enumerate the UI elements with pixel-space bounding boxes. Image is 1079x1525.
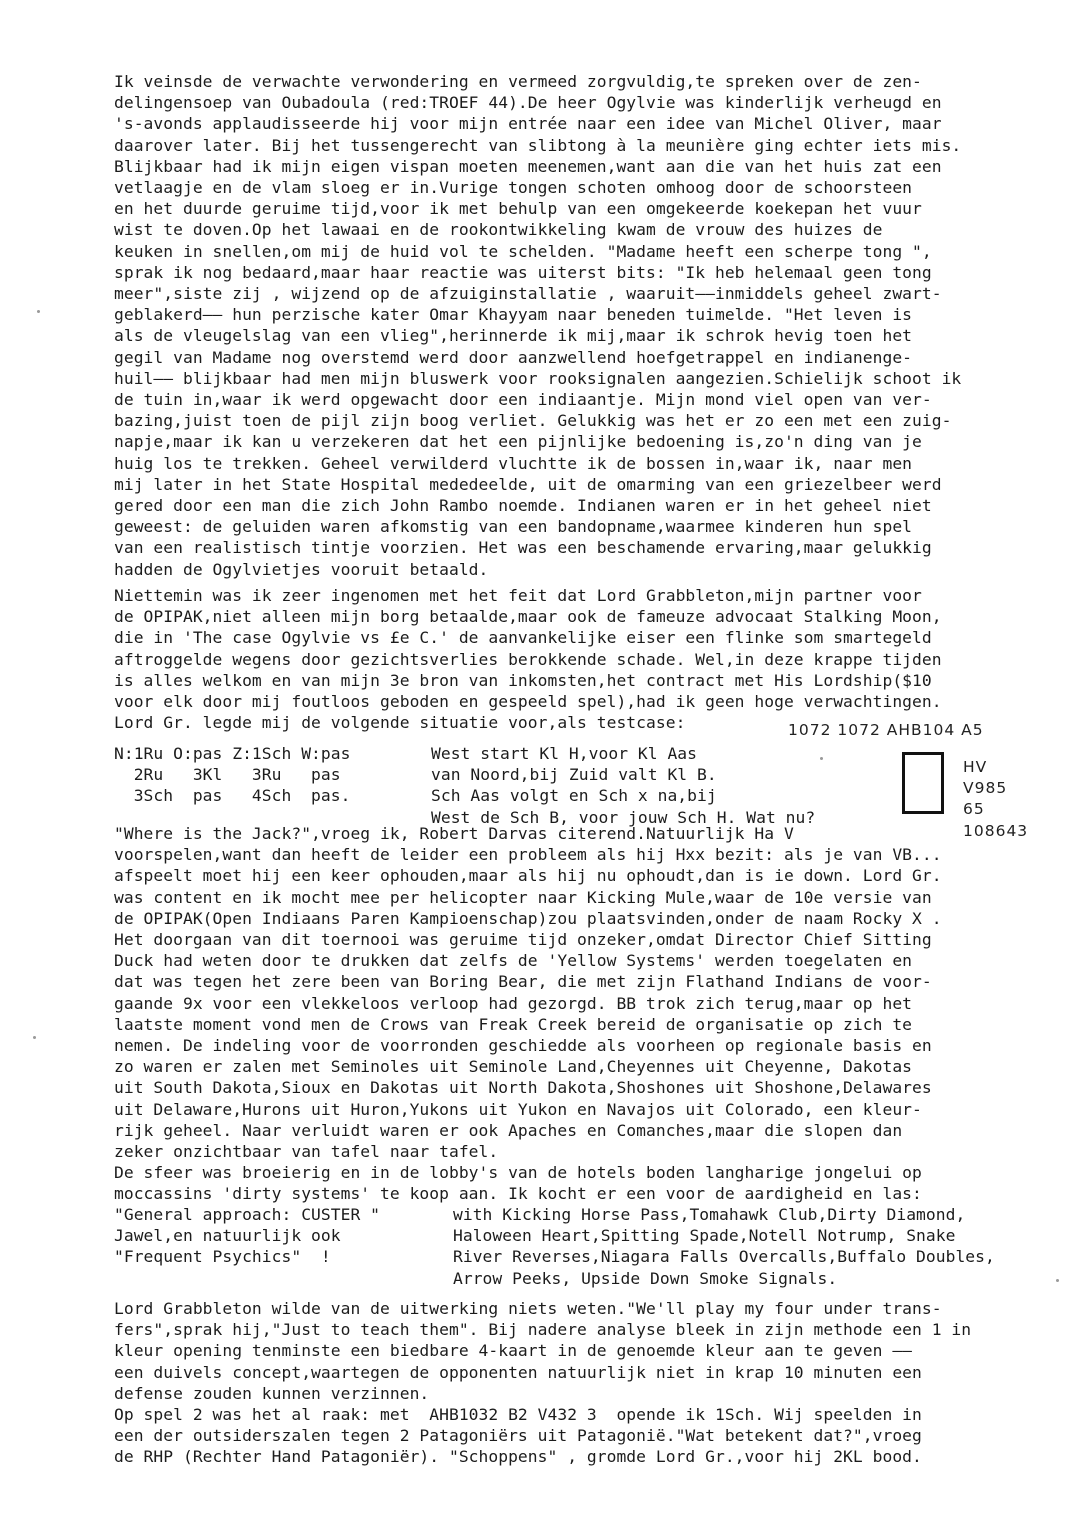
dirty-systems-list bbox=[453, 1204, 995, 1289]
bidding-line: 2Ru 3Kl 3Ru pas bbox=[114, 765, 341, 785]
card-diagram-box bbox=[902, 752, 944, 814]
text-line: Duck had weten door te drukken dat zelfs de 'Yellow Systems' werden toegelaten en bbox=[114, 951, 913, 971]
text-line: een duivels concept,waartegen de opponenten natuurlijk niet in krap 10 minuten een bbox=[114, 1362, 922, 1382]
text-line: huil—— blijkbaar had men mijn bluswerk voor rooksignalen aangezien.Schielijk schoot ik bbox=[114, 368, 962, 388]
bidding-line: N:1Ru O:pas Z:1Sch W:pas bbox=[114, 744, 351, 763]
text-line: als de vleugelslag van een vlieg",herinnerde ik mij,maar ik schrok hevig toen het bbox=[114, 326, 913, 346]
text-line: nemen. De indeling voor de voorronden geschiedde als voorheen op regionale basis en bbox=[114, 1036, 932, 1056]
bidding-sequence bbox=[114, 743, 350, 807]
text-line: afspeelt moet hij een keer ophouden,maar als hij nu ophoudt,dan is ie down. Lord Gr. bbox=[114, 866, 942, 886]
text-line: River Reverses,Niagara Falls Overcalls,Buffalo Doubles, bbox=[453, 1247, 995, 1267]
text-line: uit South Dakota,Sioux en Dakotas uit North Dakota,Shoshones uit Shoshone,Delawares bbox=[114, 1078, 932, 1098]
paragraph-opipak bbox=[114, 823, 1064, 1205]
text-line: gered door een man die zich John Rambo noemde. Indianen waren er in het geheel niet bbox=[114, 496, 932, 516]
text-line: rijk geheel. Naar verluidt waren er ook Apaches en Comanches,maar die slopen dan bbox=[114, 1120, 903, 1140]
text-line: defense zouden kunnen verzinnen. bbox=[114, 1383, 430, 1403]
text-line: de OPIPAK(Open Indiaans Paren Kampioenschap)zou plaatsvinden,onder de naam Rocky X . bbox=[114, 908, 942, 928]
hand-line: 108643 bbox=[963, 821, 1029, 840]
hand-line: HV bbox=[963, 758, 988, 776]
text-line: Niettemin was ik zeer ingenomen met het feit dat Lord Grabbleton,mijn partner voor bbox=[114, 586, 922, 605]
paragraph-story-opening bbox=[114, 71, 1064, 580]
text-line: Jawel,en natuurlijk ook bbox=[114, 1226, 341, 1246]
text-line: wist te doven.Op het lawaai en de rookontwikkeling kwam de vrouw des huizes de bbox=[114, 220, 883, 240]
text-line: mij later in het State Hospital mededeelde, uit de omarming van een griezelbeer werd bbox=[114, 474, 942, 494]
text-line: Het doorgaan van dit toernooi was geruime tijd onzeker,omdat Director Chief Sitting bbox=[114, 930, 932, 950]
text-line: 's-avonds applaudisseerde hij voor mijn entrée naar een idee van Michel Oliver, maar bbox=[114, 114, 942, 134]
text-line: "Frequent Psychics" ! bbox=[114, 1247, 331, 1267]
text-line: Arrow Peeks, Upside Down Smoke Signals. bbox=[453, 1268, 838, 1288]
text-line: Lord Grabbleton wilde van de uitwerking niets weten."We'll play my four under trans- bbox=[114, 1299, 942, 1318]
text-line: kleur opening tenminste een biedbare 4-kaart in de genoemde kleur aan te geven —— bbox=[114, 1341, 913, 1361]
text-line: gaande 9x voor een vlekkeloos verloop had gezorgd. BB trok zich terug,maar op het bbox=[114, 993, 913, 1013]
text-line: "General approach: CUSTER " bbox=[114, 1205, 381, 1224]
text-line: meer",siste zij , wijzend op de afzuiginstallatie , waaruit——inmiddels geheel zwart- bbox=[114, 284, 942, 304]
problem-line: West de Sch B, voor jouw Sch H. Wat nu? bbox=[431, 807, 816, 827]
text-line: napje,maar ik kan u verzekeren dat het een pijnlijke bedoening is,zo'n ding van je bbox=[114, 432, 922, 452]
text-line: was content en ik mocht mee per helicopter naar Kicking Mule,waar de 10e versie van bbox=[114, 887, 932, 907]
text-line: geweest: de geluiden waren afkomstig van een bandopname,waarmee kinderen hun spel bbox=[114, 517, 913, 537]
text-line: "Where is the Jack?",vroeg ik, Robert Darvas citerend.Natuurlijk Ha V bbox=[114, 824, 794, 843]
scan-speck bbox=[1056, 1279, 1059, 1282]
hand-line: 65 bbox=[963, 800, 985, 819]
bidding-line: 3Sch pas 4Sch pas. bbox=[114, 786, 351, 806]
paragraph-lord-grabbleton bbox=[114, 585, 1064, 733]
text-line: die in 'The case Ogylvie vs £e C.' de aanvankelijke eiser een flinke som smartegeld bbox=[114, 628, 932, 648]
text-line: de tuin in,waar ik werd opgewacht door een indiaantje. Mijn mond viel open van ver- bbox=[114, 390, 932, 410]
text-line: keuken in snellen,om mij de huid vol te schelden. "Madame heeft een scherpe tong ", bbox=[114, 241, 932, 261]
north-hand-cards: 1072 1072 AHB104 A5 bbox=[788, 721, 984, 739]
play-problem bbox=[431, 743, 815, 828]
problem-line: West start Kl H,voor Kl Aas bbox=[431, 744, 698, 763]
text-line: Blijkbaar had ik mijn eigen vispan moeten meenemen,want aan die van het huis zat een bbox=[114, 156, 942, 176]
text-line: uit Delaware,Hurons uit Huron,Yukons uit Yukon en Navajos uit Colorado, een kleur- bbox=[114, 1099, 922, 1119]
text-line: de RHP (Rechter Hand Patagoniër). "Schoppens" , gromde Lord Gr.,voor hij 2KL bood. bbox=[114, 1447, 922, 1467]
scan-speck bbox=[33, 1036, 36, 1039]
text-line: vetlaagje en de vlam sloeg er in.Vurige tongen schoten omhoog door de schoorsteen bbox=[114, 178, 913, 198]
text-line: voorspelen,want dan heeft de leider een probleem als hij Hxx bezit: als je van VB... bbox=[114, 845, 942, 865]
text-line: huig los te trekken. Geheel verwilderd vluchtte ik de bossen in,waar ik, naar men bbox=[114, 453, 913, 473]
text-line: laatste moment vond men de Crows van Freak Creek bereid de organisatie op zich te bbox=[114, 1014, 913, 1034]
text-line: Ik veinsde de verwachte verwondering en vermeed zorgvuldig,te spreken over de zen- bbox=[114, 72, 922, 91]
text-line: Lord Gr. legde mij de volgende situatie voor,als testcase: bbox=[114, 713, 686, 733]
scan-speck bbox=[37, 310, 40, 313]
text-line: dat was tegen het zere been van Boring Bear, die met zijn Flathand Indians de voor- bbox=[114, 972, 932, 992]
text-line: is alles welkom en van mijn 3e bron van inkomsten,het contract met His Lordship($10 bbox=[114, 670, 932, 690]
text-line: bazing,juist toen de pijl zijn boog verliet. Gelukkig was het er zo een met een zuig- bbox=[114, 411, 952, 431]
text-line: with Kicking Horse Pass,Tomahawk Club,Dirty Diamond, bbox=[453, 1205, 966, 1224]
scan-speck bbox=[820, 757, 823, 760]
text-line: daarover later. Bij het tussengerecht van slibtong à la meunière ging echter iets mis. bbox=[114, 135, 962, 155]
text-line: aftroggelde wegens door gezichtsverlies berokkende schade. Wel,in deze krappe tijden bbox=[114, 649, 942, 669]
text-line: zo waren er zalen met Seminoles uit Seminole Land,Cheyennes uit Cheyenne, Dakotas bbox=[114, 1057, 913, 1077]
text-line: Haloween Heart,Spitting Spade,Notell Notrump, Snake bbox=[453, 1226, 956, 1246]
text-line: Op spel 2 was het al raak: met AHB1032 B2 V432 3 opende ik 1Sch. Wij speelden in bbox=[114, 1405, 922, 1425]
text-line: delingensoep van Oubadoula (red:TROEF 44).De heer Ogylvie was kinderlijk verheugd en bbox=[114, 93, 942, 113]
text-line: gegil van Madame nog overstemd werd door aanzwellend hoefgetrappel en indianenge- bbox=[114, 347, 913, 367]
text-line: sprak ik nog bedaard,maar haar reactie was uiterst bits: "Ik heb helemaal geen tong bbox=[114, 262, 932, 282]
text-line: De sfeer was broeierig en in de lobby's van de hotels boden langharige jongelui op bbox=[114, 1163, 922, 1183]
text-line: moccassins 'dirty systems' te koop aan. Ik kocht er een voor de aardigheid en las: bbox=[114, 1184, 922, 1204]
text-line: een der outsiderszalen tegen 2 Patagoniërs uit Patagonië."Wat betekent dat?",vroeg bbox=[114, 1426, 922, 1446]
dirty-systems-left bbox=[114, 1204, 380, 1268]
problem-line: Sch Aas volgt en Sch x na,bij bbox=[431, 786, 717, 806]
paragraph-four-under-transfers bbox=[114, 1298, 1064, 1468]
text-line: de OPIPAK,niet alleen mijn borg betaalde,maar ook de fameuze advocaat Stalking Moon, bbox=[114, 607, 942, 627]
text-line: van een realistisch tintje voorzien. Het was een beschamende ervaring,maar gelukkig bbox=[114, 538, 932, 558]
text-line: geblakerd—— hun perzische kater Omar Khayyam naar beneden tuimelde. "Het leven is bbox=[114, 305, 913, 325]
text-line: en het duurde geruime tijd,voor ik met behulp van een omgekeerde koekepan het vuur bbox=[114, 199, 922, 219]
text-line: hadden de Ogylvietjes vooruit betaald. bbox=[114, 559, 489, 579]
text-line: fers",sprak hij,"Just to teach them". Bij nadere analyse bleek in zijn methode een 1 in bbox=[114, 1320, 972, 1340]
text-line: voor elk door mij foutloos geboden en gespeeld spel),had ik geen hoge verwachtingen. bbox=[114, 692, 942, 712]
text-line: zeker onzichtbaar van tafel naar tafel. bbox=[114, 1142, 499, 1162]
problem-line: van Noord,bij Zuid valt Kl B. bbox=[431, 765, 717, 785]
hand-line: V985 bbox=[963, 779, 1008, 798]
